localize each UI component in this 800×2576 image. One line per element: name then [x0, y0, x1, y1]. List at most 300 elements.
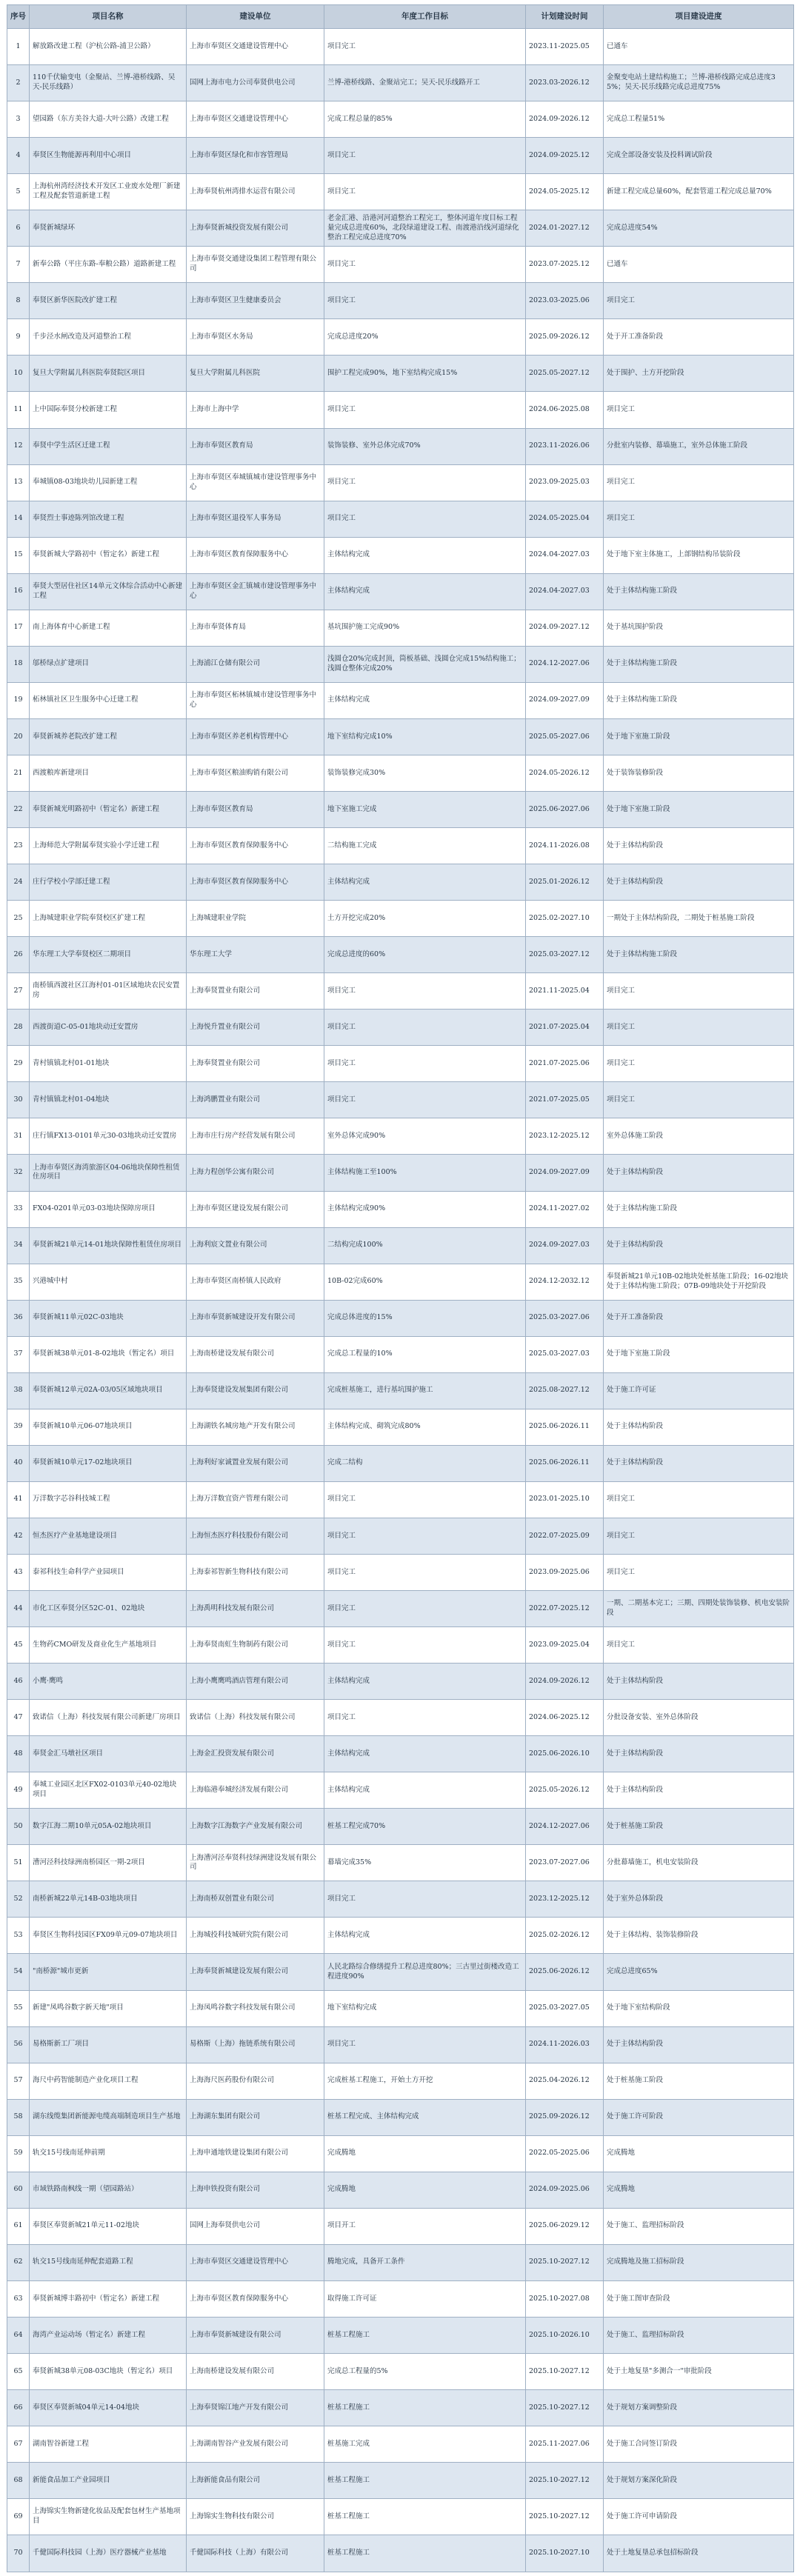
cell-builder: 上海市奉贤区教育保障服务中心 — [187, 828, 324, 864]
cell-project-name: 南上海体育中心新建工程 — [30, 610, 187, 646]
cell-plan-time: 2021.07-2025.04 — [526, 1010, 604, 1046]
cell-index: 22 — [7, 791, 30, 827]
cell-annual-goal: 地下室结构完成10% — [324, 718, 526, 755]
cell-project-name: 奉贤新城大学路初中（暂定名）新建工程 — [30, 537, 187, 573]
cell-builder: 上海市奉贤区金汇镇城市建设管理事务中心 — [187, 573, 324, 610]
cell-builder: 上海市奉贤区交通建设管理中心 — [187, 101, 324, 138]
cell-project-name: 奉贤烈士事迹陈列馆改建工程 — [30, 501, 187, 537]
cell-project-name: 奉贤新城10单元06-07地块项目 — [30, 1409, 187, 1445]
cell-builder: 上海海尺医药股份有限公司 — [187, 2063, 324, 2099]
cell-builder: 上海凤鸣谷数字科技发展有限公司 — [187, 1990, 324, 2026]
cell-plan-time: 2025.06-2026.12 — [526, 1954, 604, 1990]
cell-index: 40 — [7, 1445, 30, 1481]
cell-index: 54 — [7, 1954, 30, 1990]
cell-plan-time: 2023.07-2025.12 — [526, 247, 604, 283]
cell-annual-goal: 完成总工程量的10% — [324, 1336, 526, 1372]
cell-plan-time: 2024.06-2025.08 — [526, 392, 604, 428]
cell-progress: 处于桩基施工阶段 — [604, 2063, 794, 2099]
cell-index: 47 — [7, 1700, 30, 1736]
cell-builder: 上海市奉贤区建设发展有限公司 — [187, 1191, 324, 1227]
cell-annual-goal: 项目完工 — [324, 464, 526, 501]
table-row — [7, 1627, 794, 1664]
table-row — [7, 828, 794, 864]
cell-project-name: 市化工区奉贤分区52C-01、02地块 — [30, 1591, 187, 1627]
cell-annual-goal: 项目完工 — [324, 1082, 526, 1118]
cell-progress: 金聚变电站土建结构施工；兰博-港桥线路完成总进度35%；吴天-民乐线路完成总进度75% — [604, 65, 794, 101]
cell-annual-goal: 项目完工 — [324, 1700, 526, 1736]
cell-annual-goal: 兰博-港桥线路、金聚站完工；吴天-民乐线路开工 — [324, 65, 526, 101]
cell-annual-goal: 人民北路综合修缮提升工程总进度80%；三古里过街楼改造工程进度90% — [324, 1954, 526, 1990]
cell-annual-goal: 完成桩基施工，进行基坑围护施工 — [324, 1372, 526, 1409]
cell-plan-time: 2025.10-2027.12 — [526, 2463, 604, 2499]
cell-index: 48 — [7, 1736, 30, 1772]
cell-plan-time: 2024.05-2025.04 — [526, 501, 604, 537]
cell-builder: 上海湖东集团有限公司 — [187, 2099, 324, 2135]
cell-project-name: 泰祁科技生命科学产业园项目 — [30, 1554, 187, 1590]
cell-annual-goal: 围护工程完成90%，地下室结构完成15% — [324, 356, 526, 392]
cell-builder: 上海万洋数宜资产管理有限公司 — [187, 1481, 324, 1518]
cell-plan-time: 2025.06-2026.10 — [526, 1736, 604, 1772]
cell-project-name: FX04-0201单元03-03地块保障房项目 — [30, 1191, 187, 1227]
cell-index: 62 — [7, 2244, 30, 2280]
table-row — [7, 1336, 794, 1372]
cell-index: 7 — [7, 247, 30, 283]
cell-builder: 上海市奉贤区卫生健康委员会 — [187, 283, 324, 319]
cell-progress: 处于装饰装修阶段 — [604, 755, 794, 791]
cell-progress: 处于主体结构施工阶段 — [604, 937, 794, 973]
cell-builder: 上海浦江仓储有限公司 — [187, 646, 324, 682]
cell-plan-time: 2025.06-2027.06 — [526, 791, 604, 827]
cell-progress: 处于主体结构阶段 — [604, 864, 794, 901]
cell-project-name: 奉贤新城博丰路初中（暂定名）新建工程 — [30, 2280, 187, 2317]
cell-annual-goal: 项目完工 — [324, 1554, 526, 1590]
table-row — [7, 2244, 794, 2280]
cell-plan-time: 2023.12-2025.12 — [526, 1118, 604, 1155]
cell-project-name: 西渡粮库新建项目 — [30, 755, 187, 791]
table-row — [7, 501, 794, 537]
cell-index: 20 — [7, 718, 30, 755]
cell-index: 21 — [7, 755, 30, 791]
cell-progress: 处于主体结构阶段 — [604, 1664, 794, 1700]
cell-annual-goal: 桩基工程施工 — [324, 2317, 526, 2353]
cell-plan-time: 2022.07-2025.09 — [526, 1518, 604, 1554]
cell-annual-goal: 完成二结构 — [324, 1445, 526, 1481]
table-row — [7, 1300, 794, 1336]
header-project-name: 项目名称 — [30, 5, 187, 29]
cell-builder: 上海南桥双创置业有限公司 — [187, 1881, 324, 1918]
cell-project-name: 轨交15号线南延伸配套道路工程 — [30, 2244, 187, 2280]
cell-builder: 上海市上海中学 — [187, 392, 324, 428]
table-row — [7, 1046, 794, 1082]
cell-progress: 处于地下室结构阶段 — [604, 1990, 794, 2026]
cell-project-name: 望园路（东方美谷大道-大叶公路）改建工程 — [30, 101, 187, 138]
cell-builder: 上海市奉贤交通建设集团工程管理有限公司 — [187, 247, 324, 283]
table-row — [7, 864, 794, 901]
cell-progress: 已通车 — [604, 29, 794, 65]
table-row — [7, 2208, 794, 2244]
cell-plan-time: 2025.08-2027.12 — [526, 1372, 604, 1409]
cell-index: 1 — [7, 29, 30, 65]
cell-project-name: 奉城镇08-03地块幼儿园新建工程 — [30, 464, 187, 501]
cell-builder: 上海市奉贤区交通建设管理中心 — [187, 29, 324, 65]
cell-progress: 处于施工合同签订阶段 — [604, 2426, 794, 2463]
cell-annual-goal: 项目完工 — [324, 501, 526, 537]
cell-index: 34 — [7, 1227, 30, 1264]
cell-plan-time: 2024.01-2027.12 — [526, 210, 604, 247]
cell-plan-time: 2024.09-2026.12 — [526, 1664, 604, 1700]
table-row — [7, 682, 794, 718]
table-row — [7, 356, 794, 392]
cell-builder: 上海锦实生物科技有限公司 — [187, 2499, 324, 2535]
table-row — [7, 2535, 794, 2572]
cell-project-name: 华东理工大学奉贤校区二期项目 — [30, 937, 187, 973]
cell-progress: 项目完工 — [604, 1046, 794, 1082]
cell-annual-goal: 项目完工 — [324, 1591, 526, 1627]
table-row — [7, 1155, 794, 1191]
cell-project-name: 新奉公路（平庄东路-奉粮公路）道路新建工程 — [30, 247, 187, 283]
table-row — [7, 2280, 794, 2317]
cell-annual-goal: 幕墙完成35% — [324, 1845, 526, 1881]
cell-progress: 处于主体结构、装饰装修阶段 — [604, 1918, 794, 1954]
cell-index: 25 — [7, 901, 30, 937]
table-row — [7, 718, 794, 755]
cell-annual-goal: 桩基工程施工 — [324, 2535, 526, 2572]
cell-project-name: 小鹰·鹰鸣 — [30, 1664, 187, 1700]
cell-annual-goal: 浅圆仓20%完成封顶，筒板基础、浅圆仓完成15%结构施工；浅圆仓整体完成20% — [324, 646, 526, 682]
cell-plan-time: 2025.10-2027.08 — [526, 2280, 604, 2317]
cell-project-name: 湖南智谷新建工程 — [30, 2426, 187, 2463]
table-row — [7, 755, 794, 791]
cell-project-name: 奉贤区新华医院改扩建工程 — [30, 283, 187, 319]
cell-progress: 处于主体结构施工阶段 — [604, 646, 794, 682]
cell-index: 55 — [7, 1990, 30, 2026]
table-row — [7, 65, 794, 101]
table-row — [7, 2135, 794, 2172]
table-row — [7, 1554, 794, 1590]
cell-index: 24 — [7, 864, 30, 901]
table-row — [7, 2426, 794, 2463]
cell-progress: 处于围护、土方开挖阶段 — [604, 356, 794, 392]
cell-progress: 处于地下室施工阶段 — [604, 791, 794, 827]
cell-annual-goal: 装饰装修完成30% — [324, 755, 526, 791]
cell-project-name: 兴港城中村 — [30, 1264, 187, 1300]
cell-index: 17 — [7, 610, 30, 646]
cell-project-name: 南桥镇西渡社区江海村01-01区域地块农民安置房 — [30, 973, 187, 1010]
cell-progress: 处于主体结构阶段 — [604, 1736, 794, 1772]
cell-annual-goal: 室外总体完成90% — [324, 1118, 526, 1155]
cell-builder: 上海奉贤置业有限公司 — [187, 1046, 324, 1082]
table-row — [7, 428, 794, 464]
cell-annual-goal: 项目完工 — [324, 1046, 526, 1082]
cell-index: 27 — [7, 973, 30, 1010]
cell-index: 65 — [7, 2354, 30, 2390]
cell-progress: 项目完工 — [604, 1010, 794, 1046]
table-row — [7, 573, 794, 610]
table-header-row — [7, 5, 794, 29]
cell-project-name: 西渡街道C-05-01地块动迁安置房 — [30, 1010, 187, 1046]
cell-annual-goal: 地下室施工完成 — [324, 791, 526, 827]
cell-index: 31 — [7, 1118, 30, 1155]
table-row — [7, 610, 794, 646]
cell-index: 69 — [7, 2499, 30, 2535]
cell-progress: 分批幕墙施工，机电安装阶段 — [604, 1845, 794, 1881]
cell-builder: 上海鸿鹏置业有限公司 — [187, 1082, 324, 1118]
cell-plan-time: 2025.06-2026.11 — [526, 1445, 604, 1481]
cell-annual-goal: 项目开工 — [324, 2208, 526, 2244]
cell-progress: 处于主体结构阶段 — [604, 1409, 794, 1445]
header-annual-goal: 年度工作目标 — [324, 5, 526, 29]
cell-index: 30 — [7, 1082, 30, 1118]
cell-builder: 上海利好家诚置业发展有限公司 — [187, 1445, 324, 1481]
cell-progress: 项目完工 — [604, 464, 794, 501]
table-row — [7, 2026, 794, 2063]
cell-annual-goal: 桩基工程完成、主体结构完成 — [324, 2099, 526, 2135]
cell-project-name: 易格斯新工厂项目 — [30, 2026, 187, 2063]
cell-plan-time: 2025.10-2027.10 — [526, 2535, 604, 2572]
cell-progress: 室外总体施工阶段 — [604, 1118, 794, 1155]
cell-plan-time: 2025.11-2027.06 — [526, 2426, 604, 2463]
cell-index: 59 — [7, 2135, 30, 2172]
cell-plan-time: 2021.11-2025.04 — [526, 973, 604, 1010]
cell-progress: 项目完工 — [604, 973, 794, 1010]
cell-annual-goal: 二结构完成100% — [324, 1227, 526, 1264]
cell-index: 67 — [7, 2426, 30, 2463]
cell-index: 10 — [7, 356, 30, 392]
cell-plan-time: 2024.05-2025.12 — [526, 174, 604, 210]
cell-builder: 上海市奉贤区水务局 — [187, 319, 324, 356]
cell-builder: 上海奉贤南虹生物制药有限公司 — [187, 1627, 324, 1664]
cell-builder: 上海市奉贤新城建设有限公司 — [187, 2317, 324, 2353]
cell-annual-goal: 主体结构完成 — [324, 864, 526, 901]
cell-builder: 上海金汇投资发展有限公司 — [187, 1736, 324, 1772]
cell-project-name: 邬桥绿点扩建项目 — [30, 646, 187, 682]
table-row — [7, 174, 794, 210]
cell-index: 68 — [7, 2463, 30, 2499]
cell-index: 37 — [7, 1336, 30, 1372]
table-row — [7, 1700, 794, 1736]
cell-index: 26 — [7, 937, 30, 973]
cell-index: 38 — [7, 1372, 30, 1409]
cell-annual-goal: 项目完工 — [324, 1518, 526, 1554]
cell-progress: 处于主体结构阶段 — [604, 1772, 794, 1809]
cell-builder: 上海奉贤建设发展集团有限公司 — [187, 1372, 324, 1409]
cell-index: 13 — [7, 464, 30, 501]
cell-project-name: 青村镇镇北村01-01地块 — [30, 1046, 187, 1082]
cell-index: 14 — [7, 501, 30, 537]
cell-builder: 上海漕河泾奉贤科技绿洲建设发展有限公司 — [187, 1845, 324, 1881]
cell-index: 57 — [7, 2063, 30, 2099]
cell-progress: 处于室外总体阶段 — [604, 1881, 794, 1918]
cell-progress: 项目完工 — [604, 1481, 794, 1518]
table-row — [7, 1082, 794, 1118]
cell-progress: 处于主体结构阶段 — [604, 1155, 794, 1191]
cell-progress: 处于施工图审查阶段 — [604, 2280, 794, 2317]
table-row — [7, 464, 794, 501]
cell-progress: 处于规划方案深化阶段 — [604, 2463, 794, 2499]
cell-project-name: 庄行镇FX13-0101单元30-03地块动迁安置房 — [30, 1118, 187, 1155]
cell-project-name: 奉贤区奉贤新城04单元14-04地块 — [30, 2390, 187, 2426]
cell-annual-goal: 腾地完成，具备开工条件 — [324, 2244, 526, 2280]
table-row — [7, 1372, 794, 1409]
table-row — [7, 283, 794, 319]
cell-project-name: 奉贤区生物科技园区FX09单元09-07地块项目 — [30, 1918, 187, 1954]
cell-project-name: 奉贤新城11单元02C-03地块 — [30, 1300, 187, 1336]
cell-builder: 上海小鹰鹰鸣酒店管理有限公司 — [187, 1664, 324, 1700]
cell-plan-time: 2023.09-2025.06 — [526, 1554, 604, 1590]
table-row — [7, 973, 794, 1010]
cell-plan-time: 2024.06-2025.12 — [526, 1700, 604, 1736]
cell-index: 35 — [7, 1264, 30, 1300]
cell-plan-time: 2025.10-2027.12 — [526, 2499, 604, 2535]
cell-project-name: 致诺信（上海）科技发展有限公司新建厂房项目 — [30, 1700, 187, 1736]
cell-index: 51 — [7, 1845, 30, 1881]
cell-annual-goal: 项目完工 — [324, 973, 526, 1010]
cell-index: 28 — [7, 1010, 30, 1046]
cell-project-name: 奉贤金汇马墩社区项目 — [30, 1736, 187, 1772]
cell-builder: 上海市奉贤区绿化和市容管理局 — [187, 138, 324, 174]
cell-builder: 上海禹明科技发展有限公司 — [187, 1591, 324, 1627]
cell-project-name: 南桥新城22单元14B-03地块项目 — [30, 1881, 187, 1918]
cell-builder: 上海申铁投资有限公司 — [187, 2172, 324, 2208]
cell-project-name: 奉贤新城38单元08-03C地块（暂定名）项目 — [30, 2354, 187, 2390]
cell-plan-time: 2024.09-2027.12 — [526, 610, 604, 646]
cell-progress: 完成总工程量51% — [604, 101, 794, 138]
table-row — [7, 1881, 794, 1918]
cell-progress: 一期处于主体结构阶段，二期处于桩基施工阶段 — [604, 901, 794, 937]
cell-builder: 上海奉贤新城投资发展有限公司 — [187, 210, 324, 247]
cell-annual-goal: 完成工程总量的85% — [324, 101, 526, 138]
cell-index: 60 — [7, 2172, 30, 2208]
cell-progress: 新建工程完成总量60%，配套管道工程完成总量70% — [604, 174, 794, 210]
cell-plan-time: 2025.03-2027.03 — [526, 1336, 604, 1372]
cell-progress: 处于施工许可阶段 — [604, 2099, 794, 2135]
cell-plan-time: 2024.04-2027.03 — [526, 537, 604, 573]
cell-plan-time: 2023.12-2025.12 — [526, 1881, 604, 1918]
cell-builder: 上海新能食品有限公司 — [187, 2463, 324, 2499]
cell-index: 9 — [7, 319, 30, 356]
table-row — [7, 1227, 794, 1264]
cell-builder: 上海恒杰医疗科技股份有限公司 — [187, 1518, 324, 1554]
cell-progress: 处于土地复垦总承包招标阶段 — [604, 2535, 794, 2572]
cell-plan-time: 2024.12-2032.12 — [526, 1264, 604, 1300]
cell-builder: 上海市奉贤体育局 — [187, 610, 324, 646]
cell-plan-time: 2025.03-2027.05 — [526, 1990, 604, 2026]
header-progress: 项目建设进度 — [604, 5, 794, 29]
cell-plan-time: 2021.07-2025.05 — [526, 1082, 604, 1118]
cell-index: 61 — [7, 2208, 30, 2244]
cell-plan-time: 2024.09-2027.09 — [526, 682, 604, 718]
cell-progress: 处于地下室施工阶段 — [604, 718, 794, 755]
cell-plan-time: 2024.12-2027.06 — [526, 1809, 604, 1845]
cell-annual-goal: 土方开挖完成20% — [324, 901, 526, 937]
cell-progress: 完成总进度65% — [604, 1954, 794, 1990]
cell-builder: 华东理工大学 — [187, 937, 324, 973]
table-row — [7, 29, 794, 65]
cell-annual-goal: 主体结构完成 — [324, 1772, 526, 1809]
cell-progress: 分批室内装修、幕墙施工，室外总体施工阶段 — [604, 428, 794, 464]
table-row — [7, 2172, 794, 2208]
cell-project-name: 复旦大学附属儿科医院奉贤院区项目 — [30, 356, 187, 392]
cell-annual-goal: 桩基工程施工 — [324, 2499, 526, 2535]
table-row — [7, 210, 794, 247]
table-row — [7, 1409, 794, 1445]
cell-progress: 分批设备安装、室外总体阶段 — [604, 1700, 794, 1736]
cell-project-name: 上海师范大学附属奉贤实验小学迁建工程 — [30, 828, 187, 864]
cell-builder: 上海市庄行房产经营发展有限公司 — [187, 1118, 324, 1155]
cell-progress: 处于主体结构阶段 — [604, 1227, 794, 1264]
cell-project-name: 奉贤新城光明路初中（暂定名）新建工程 — [30, 791, 187, 827]
table-row — [7, 791, 794, 827]
cell-annual-goal: 老金汇港、沿港河河道整治工程完工，整体河道年度目标工程量完成总进度60%，北段绿道建设工程、南渡港沿线河道绿化整治工程完成总进度70% — [324, 210, 526, 247]
cell-plan-time: 2024.11-2026.03 — [526, 2026, 604, 2063]
cell-builder: 上海奉贤杭州湾排水运营有限公司 — [187, 174, 324, 210]
cell-annual-goal: 项目完工 — [324, 1627, 526, 1664]
cell-project-name: 奉贤新城38单元01-8-02地块（暂定名）项目 — [30, 1336, 187, 1372]
cell-progress: 完成腾地 — [604, 2172, 794, 2208]
cell-project-name: 青村镇镇北村01-04地块 — [30, 1082, 187, 1118]
cell-index: 2 — [7, 65, 30, 101]
cell-index: 15 — [7, 537, 30, 573]
cell-index: 6 — [7, 210, 30, 247]
cell-index: 8 — [7, 283, 30, 319]
cell-plan-time: 2021.07-2025.06 — [526, 1046, 604, 1082]
cell-annual-goal: 主体结构完成 — [324, 573, 526, 610]
cell-plan-time: 2022.07-2025.12 — [526, 1591, 604, 1627]
cell-annual-goal: 主体结构完成90% — [324, 1191, 526, 1227]
cell-annual-goal: 完成总进度的60% — [324, 937, 526, 973]
table-row — [7, 247, 794, 283]
cell-index: 16 — [7, 573, 30, 610]
cell-plan-time: 2025.10-2027.12 — [526, 2390, 604, 2426]
table-row — [7, 2063, 794, 2099]
cell-index: 44 — [7, 1591, 30, 1627]
cell-progress: 一期、二期基本完工；三期、四期处装饰装修、机电安装阶段 — [604, 1591, 794, 1627]
cell-plan-time: 2023.03-2025.06 — [526, 283, 604, 319]
cell-project-name: 新建"凤鸣谷数字新天地"项目 — [30, 1990, 187, 2026]
table-row — [7, 1772, 794, 1809]
cell-progress: 项目完工 — [604, 283, 794, 319]
cell-progress: 处于桩基施工阶段 — [604, 1809, 794, 1845]
cell-builder: 上海市奉贤区奉城镇城市建设管理事务中心 — [187, 464, 324, 501]
cell-progress: 处于基坑围护阶段 — [604, 610, 794, 646]
cell-index: 53 — [7, 1918, 30, 1954]
cell-builder: 上海市奉贤区教育保障服务中心 — [187, 864, 324, 901]
table-row — [7, 101, 794, 138]
cell-index: 32 — [7, 1155, 30, 1191]
cell-progress: 项目完工 — [604, 1518, 794, 1554]
cell-plan-time: 2024.11-2027.02 — [526, 1191, 604, 1227]
cell-index: 11 — [7, 392, 30, 428]
cell-project-name: 奉贤新城12单元02A-03/05区域地块项目 — [30, 1372, 187, 1409]
cell-project-name: 上海杭州湾经济技术开发区工业废水处理厂新建工程及配套管道新建工程 — [30, 174, 187, 210]
cell-project-name: 奉贤区生物能源再利用中心项目 — [30, 138, 187, 174]
table-row — [7, 1445, 794, 1481]
table-row — [7, 1010, 794, 1046]
cell-index: 23 — [7, 828, 30, 864]
table-row — [7, 2499, 794, 2535]
cell-plan-time: 2025.04-2026.12 — [526, 2063, 604, 2099]
cell-progress: 项目完工 — [604, 392, 794, 428]
header-plan-time: 计划建设时间 — [526, 5, 604, 29]
cell-project-name: "南桥源"城市更新 — [30, 1954, 187, 1990]
cell-project-name: 柘林镇社区卫生服务中心迁建工程 — [30, 682, 187, 718]
cell-plan-time: 2024.09-2027.09 — [526, 1155, 604, 1191]
cell-plan-time: 2023.03-2026.12 — [526, 65, 604, 101]
table-row — [7, 537, 794, 573]
cell-index: 5 — [7, 174, 30, 210]
cell-plan-time: 2025.10-2027.12 — [526, 2244, 604, 2280]
cell-builder: 上海市奉贤区退役军人事务局 — [187, 501, 324, 537]
